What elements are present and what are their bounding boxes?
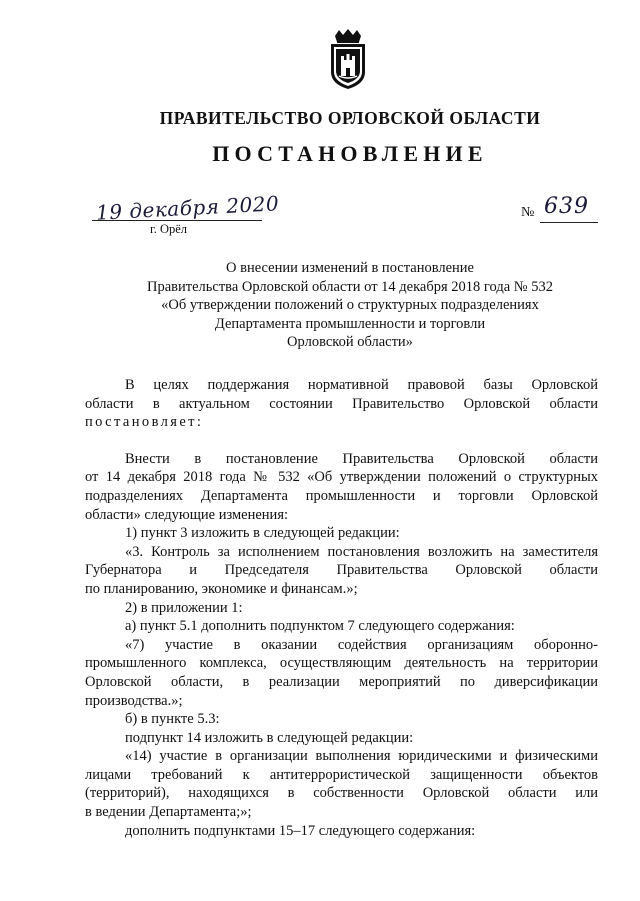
subject-line: Департамента промышленности и торговли (214, 315, 486, 332)
paragraph-line: «14) участие в организации выполнения юридическими и физическими (125, 748, 598, 765)
subject-line: «Об утверждении положений о структурных подразделениях (161, 297, 539, 313)
paragraph-line: от 14 декабря 2018 года № 532 «Об утверждении положений о структурных (85, 469, 598, 486)
paragraph-line: области» следующие изменения: (85, 506, 289, 523)
handwritten-number: 639 (544, 194, 589, 219)
paragraph-line: (территорий), находящихся в собственности Орловской области или (85, 785, 598, 802)
document-type-title: ПОСТАНОВЛЕНИЕ (212, 141, 488, 166)
paragraph-line: «7) участие в оказании содействия организациям оборонно- (125, 636, 598, 653)
paragraph-line: Орловской области, в реализации мероприятий по диверсификации (85, 673, 598, 690)
paragraph-line: «3. Контроль за исполнением постановления возложить на заместителя (125, 543, 598, 560)
subject-line: О внесении изменений в постановление (226, 260, 474, 276)
handwritten-date: 19 декабря 2020 (95, 191, 280, 225)
document-body (85, 376, 598, 840)
list-item: 1) пункт 3 изложить в следующей редакции: (125, 525, 400, 542)
paragraph-line: подпункт 14 изложить в следующей редакции: (125, 729, 414, 746)
coat-of-arms-emblem (323, 28, 373, 90)
preamble-line: области в актуальном состоянии Правительство Орловской области (85, 395, 598, 412)
preamble-line: постановляет: (85, 414, 204, 431)
subject-line: Правительства Орловской области от 14 декабря 2018 года № 532 (147, 278, 553, 295)
document-subject (110, 259, 590, 352)
list-item: б) в пункте 5.3: (125, 711, 220, 728)
government-title: ПРАВИТЕЛЬСТВО ОРЛОВСКОЙ ОБЛАСТИ (159, 108, 541, 128)
paragraph-line: дополнить подпунктами 15–17 следующего содержания: (125, 822, 476, 839)
paragraph-line: Внести в постановление Правительства Орловской области (125, 450, 598, 467)
paragraph-line: производства.»; (85, 692, 183, 709)
date-underline (92, 220, 262, 221)
number-underline (540, 222, 598, 223)
paragraph-line: подразделениях Департамента промышленности и торговли Орловской (85, 487, 598, 504)
list-item: 2) в приложении 1: (125, 599, 243, 616)
paragraph-line: в ведении Департамента;»; (85, 804, 252, 821)
paragraph-line: лицами требований к антитеррористической защищенности объектов (85, 766, 598, 783)
paragraph-line: Губернатора и Председателя Правительства Орловской области (85, 562, 598, 579)
city-label: г. Орёл (150, 222, 188, 236)
list-item: а) пункт 5.1 дополнить подпунктом 7 следующего содержания: (125, 618, 515, 635)
preamble-line: В целях поддержания нормативной правовой базы Орловской (125, 377, 598, 393)
paragraph-line: промышленного комплекса, осуществляющим деятельность на территории (85, 655, 598, 672)
subject-line: Орловской области» (287, 334, 413, 350)
paragraph-line: по планированию, экономике и финансам.»; (85, 580, 358, 597)
number-label: № (521, 205, 535, 220)
